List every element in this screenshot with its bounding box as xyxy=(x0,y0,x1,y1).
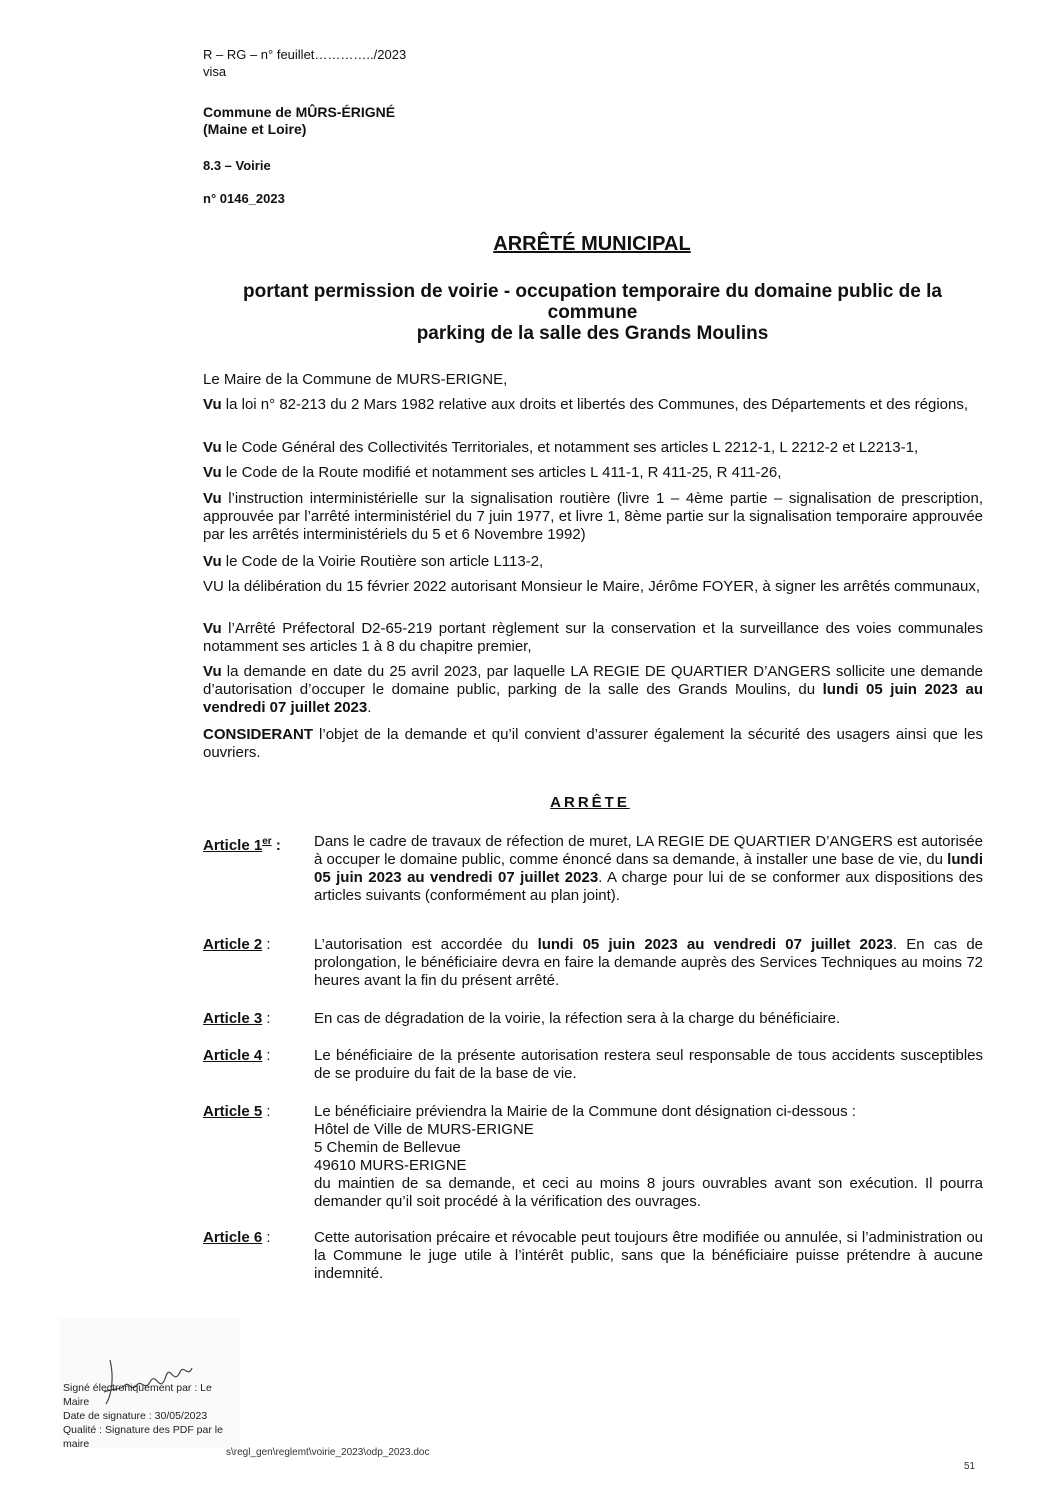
article-5-address-city: 49610 MURS-ERIGNE xyxy=(314,1157,467,1174)
article-6-text: Cette autorisation précaire et révocable peut toujours être modifiée ou annulée, si l’administration ou la Commune le juge utile à l’intérêt public, sans que la bénéficiaire puisse prétendre à aucune indemnité. xyxy=(314,1229,983,1282)
file-path: s\regl_gen\reglemt\voirie_2023\odp_2023.doc xyxy=(226,1447,430,1458)
document-title: ARRÊTÉ MUNICIPAL xyxy=(493,233,691,255)
preamble-vu-3: Vu le Code de la Route modifié et notamment ses articles L 411-1, R 411-25, R 411-26, xyxy=(203,464,782,481)
signature-line-5: maire xyxy=(63,1438,90,1450)
preamble-vu-1: Vu la loi n° 82-213 du 2 Mars 1982 relative aux droits et libertés des Communes, des Départements et des régions, xyxy=(203,396,969,413)
signature-date: Date de signature : 30/05/2023 xyxy=(63,1410,208,1422)
preamble-vu-7: Vu l’Arrêté Préfectoral D2-65-219 portant règlement sur la conservation et la surveillance des voies communales notamment ses articles 1 à 8 du chapitre premier, xyxy=(203,620,983,655)
commune-name: Commune de MÛRS-ÉRIGNÉ xyxy=(203,104,396,120)
article-3-label: Article 3 : xyxy=(203,1010,271,1027)
article-5-line-1: Le bénéficiaire préviendra la Mairie de la Commune dont désignation ci-dessous : xyxy=(314,1103,856,1120)
page-number: 51 xyxy=(964,1461,976,1472)
arrete-heading: ARRÊTE xyxy=(550,794,630,811)
article-3-text: En cas de dégradation de la voirie, la réfection sera à la charge du bénéficiaire. xyxy=(314,1010,841,1027)
article-5-label: Article 5 : xyxy=(203,1103,271,1120)
signature-quality: Qualité : Signature des PDF par le xyxy=(63,1424,223,1436)
subtitle-line-1: portant permission de voirie - occupation temporaire du domaine public de la xyxy=(243,281,942,302)
department-name: (Maine et Loire) xyxy=(203,121,307,137)
preamble-vu-6: VU la délibération du 15 février 2022 autorisant Monsieur le Maire, Jérôme FOYER, à signer les arrêtés communaux, xyxy=(203,578,981,595)
article-6-label: Article 6 : xyxy=(203,1229,271,1246)
preamble-vu-2: Vu le Code Général des Collectivités Territoriales, et notamment ses articles L 2212-1, L 2212-2 et L2213-1, xyxy=(203,439,919,456)
preamble-considerant: CONSIDERANT l’objet de la demande et qu’il convient d’assurer également la sécurité des usagers ainsi que les ouvriers. xyxy=(203,726,983,761)
signature-info xyxy=(63,1381,223,1451)
preamble-vu-4: Vu l’instruction interministérielle sur la signalisation routière (livre 1 – 4ème partie – signalisation de prescription, approuvée par l’arrêté interministériel du 7 juin 1977, et livre 1, 8ème partie sur la signalisation temporaire approuvée par les arrêtés interministériels du 5 et 6 Novembre 1992) xyxy=(203,490,983,543)
subtitle-line-3: parking de la salle des Grands Moulins xyxy=(416,323,769,344)
article-1-text: Dans le cadre de travaux de réfection de muret, LA REGIE DE QUARTIER D’ANGERS est autorisée à occuper le domaine public, comme énoncé dans sa demande, à installer une base de vie, du lundi 05 juin 2023 au vendredi 07 juillet 2023. A charge pour lui de se conformer aux dispositions des articles suivants (conformément au plan joint). xyxy=(314,833,983,904)
reference-line: R – RG – n° feuillet…………../2023 xyxy=(203,47,407,62)
subtitle-line-2: commune xyxy=(547,302,638,323)
document-subtitle xyxy=(230,281,955,344)
preamble-intro: Le Maire de la Commune de MURS-ERIGNE, xyxy=(203,371,508,388)
signature-line-2: Maire xyxy=(63,1396,90,1408)
visa-label: visa xyxy=(203,64,227,79)
article-2-label: Article 2 : xyxy=(203,936,271,953)
article-1-label: Article 1er : xyxy=(203,836,281,854)
preamble-vu-8: Vu la demande en date du 25 avril 2023, par laquelle LA REGIE DE QUARTIER D’ANGERS sollicite une demande d’autorisation d’occuper le domaine public, parking de la salle des Grands Moulins, du lundi 05 juin 2023 au vendredi 07 juillet 2023. xyxy=(203,663,983,716)
article-4-text: Le bénéficiaire de la présente autorisation restera seul responsable de tous accidents susceptibles de se produire du fait de la base de vie. xyxy=(314,1047,983,1082)
category-label: 8.3 – Voirie xyxy=(203,158,271,173)
signature-line-1: Signé électroniquement par : Le xyxy=(63,1382,212,1394)
article-5-line-5: du maintien de sa demande, et ceci au moins 8 jours ouvrables avant son exécution. Il pourra demander qu’il soit procédé à la vérification des ouvrages. xyxy=(314,1175,983,1210)
decree-number: n° 0146_2023 xyxy=(203,191,285,206)
article-2-text: L’autorisation est accordée du lundi 05 juin 2023 au vendredi 07 juillet 2023. En cas de prolongation, le bénéficiaire devra en faire la demande auprès des Services Techniques au moins 72 heures avant la fin du présent arrêté. xyxy=(314,936,984,989)
article-5-text xyxy=(314,1103,983,1211)
article-4-label: Article 4 : xyxy=(203,1047,271,1064)
article-5-address-name: Hôtel de Ville de MURS-ERIGNE xyxy=(314,1121,534,1138)
article-5-address-street: 5 Chemin de Bellevue xyxy=(314,1139,461,1156)
preamble-vu-5: Vu le Code de la Voirie Routière son article L113-2, xyxy=(203,553,544,570)
